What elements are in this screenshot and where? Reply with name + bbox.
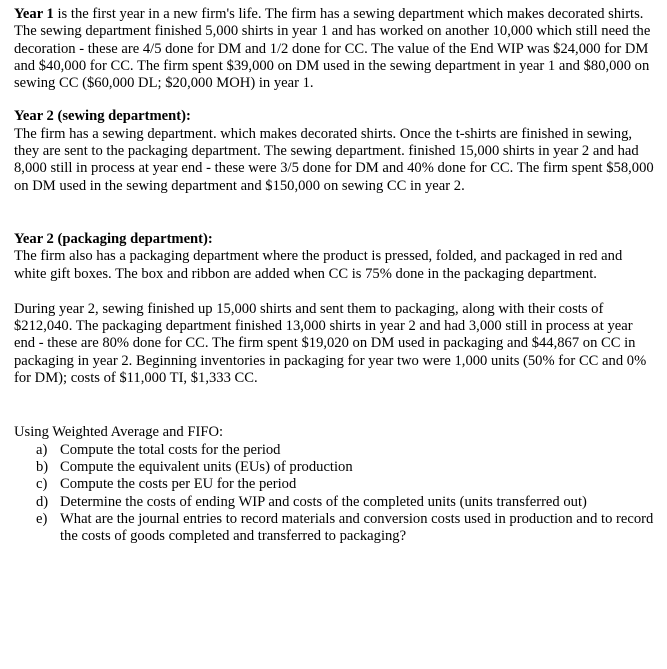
- questions-list: [14, 442, 654, 546]
- year2-packaging-heading: Year 2 (packaging department):: [14, 230, 213, 247]
- question-marker: c): [36, 476, 48, 493]
- questions-intro: Using Weighted Average and FIFO:: [14, 424, 224, 441]
- question-text: Compute the costs per EU for the period: [60, 476, 297, 493]
- question-item: [14, 511, 654, 546]
- question-text: Compute the total costs for the period: [60, 441, 281, 458]
- question-item: [14, 476, 654, 493]
- question-marker: d): [36, 493, 49, 510]
- year1-heading: Year 1: [14, 6, 54, 22]
- year2-sewing-text: The firm has a sewing department. which makes decorated shirts. Once the t-shirts are finished in sewing, they are sent to the packaging department. The sewing department. finished 15,000 shirts in year 2 and had 8,000 still in process at year end - these were 3/5 done for DM and 40% done for CC. The firm spent $58,000 on DM used in the sewing department and $150,000 on sewing CC in year 2.: [14, 125, 654, 194]
- question-text: Compute the equivalent units (EUs) of production: [60, 458, 353, 475]
- question-marker: a): [36, 441, 48, 458]
- year2-sewing-heading: Year 2 (sewing department):: [14, 108, 191, 125]
- year1-paragraph: [14, 6, 654, 92]
- question-text: What are the journal entries to record materials and conversion costs used in production and to record the costs of goods completed and transferred to packaging?: [60, 510, 654, 545]
- question-item: [14, 442, 654, 459]
- year2-packaging-text: The firm also has a packaging department where the product is pressed, folded, and packaged in red and white gift boxes. The box and ribbon are added when CC is 75% done in the packaging department.: [14, 248, 623, 282]
- year1-text: is the first year in a new firm's life. The firm has a sewing department which makes decorated shirts. The sewing department finished 5,000 shirts in year 1 and has worked on another 10,000 which still need the decoration - these are 4/5 done for DM and 1/2 done for CC. The value of the End WIP was $24,000 for DM and $40,000 for CC. The firm spent $39,000 on DM used in the sewing department in year 1 and $80,000 on sewing CC ($60,000 DL; $20,000 MOH) in year 1.: [14, 6, 651, 92]
- question-item: [14, 494, 654, 511]
- problem-document: [14, 6, 654, 545]
- question-marker: b): [36, 458, 49, 475]
- year2-packaging-details: During year 2, sewing finished up 15,000 shirts and sent them to packaging, along with their costs of $212,040. The packaging department finished 13,000 shirts in year 2 and had 3,000 still in process at year end - these are 80% done for CC. The firm spent $19,020 on DM used in packaging and $44,867 on CC in packaging in year 2. Beginning inventories in packaging for year two were 1,000 units (50% for CC and 0% for DM); costs of $11,000 TI, $1,333 CC.: [14, 300, 647, 387]
- question-marker: e): [36, 510, 48, 527]
- question-text: Determine the costs of ending WIP and costs of the completed units (units transferred out): [60, 493, 587, 510]
- question-item: [14, 459, 654, 476]
